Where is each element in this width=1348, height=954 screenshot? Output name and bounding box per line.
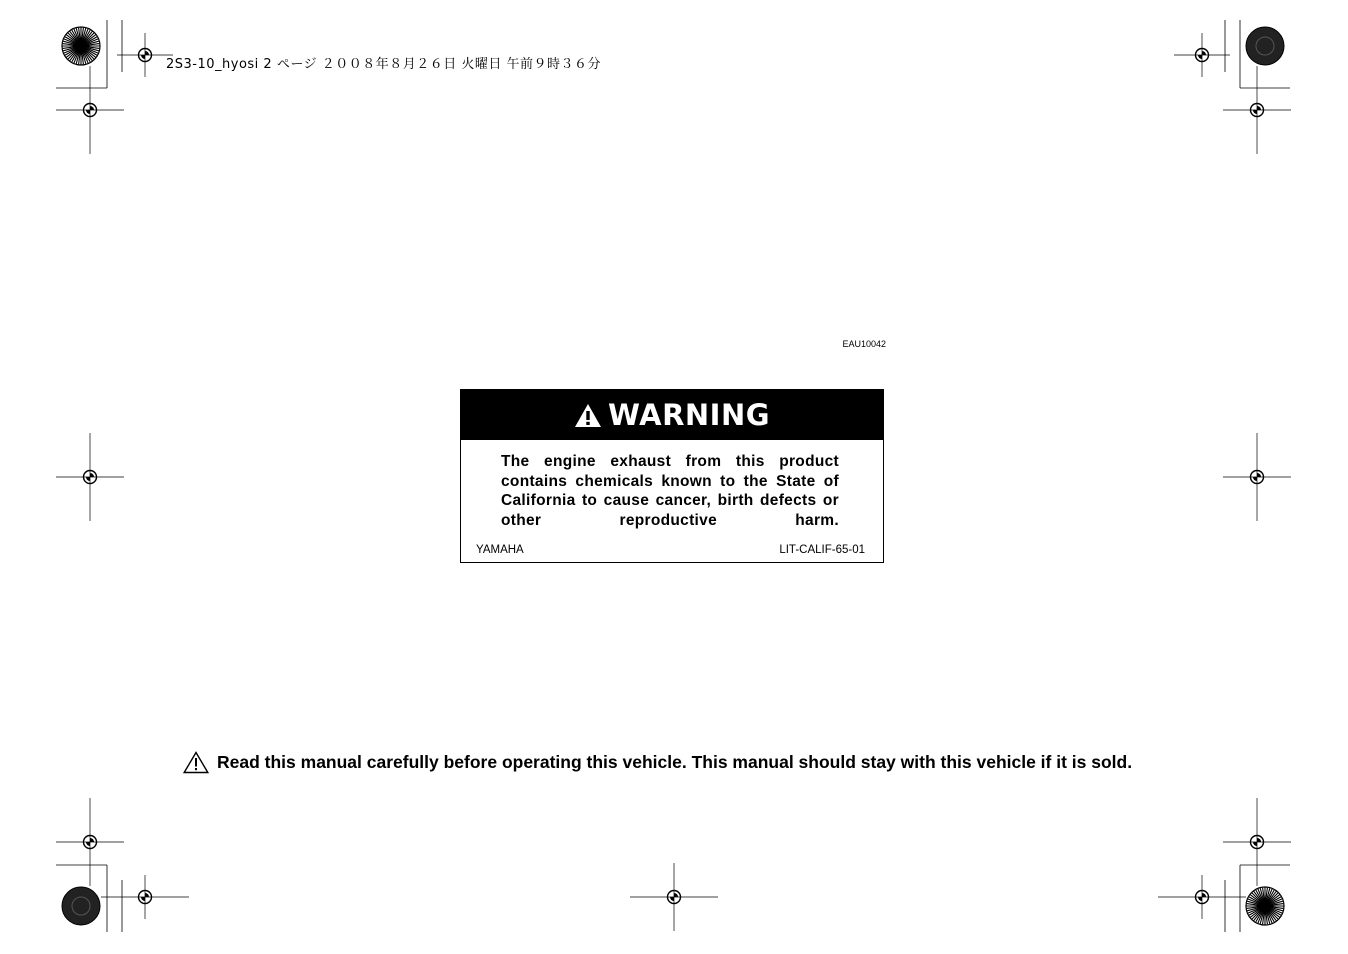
warning-header <box>461 390 883 440</box>
registration-quadrant <box>1253 110 1257 114</box>
registration-quadrant <box>90 838 94 842</box>
registration-quadrant <box>1257 106 1261 110</box>
warning-body-text: The engine exhaust from this product contains chemicals known to the State of California to cause cancer, birth defects or other reproductive harm. <box>501 453 839 529</box>
registration-quadrant <box>141 55 145 59</box>
print-file-stamp: 2S3-10_hyosi 2 ページ ２００８年８月２６日 火曜日 午前９時３６分 <box>166 57 601 72</box>
registration-quadrant <box>90 473 94 477</box>
registration-quadrant <box>674 893 678 897</box>
registration-quadrant <box>90 106 94 110</box>
part-number: LIT-CALIF-65-01 <box>779 544 865 556</box>
print-disc-icon <box>62 887 100 925</box>
registration-quadrant <box>1202 893 1206 897</box>
warning-title: WARNING <box>607 398 771 432</box>
registration-quadrant <box>1198 897 1202 901</box>
registration-quadrant <box>86 110 90 114</box>
warning-label <box>460 389 884 563</box>
registration-quadrant <box>1198 55 1202 59</box>
print-disc-icon <box>1246 27 1284 65</box>
manual-notice <box>183 751 1132 774</box>
warning-footer <box>476 544 865 556</box>
registration-quadrant <box>86 842 90 846</box>
registration-quadrant <box>141 897 145 901</box>
registration-quadrant <box>86 477 90 481</box>
registration-quadrant <box>1253 842 1257 846</box>
registration-quadrant <box>1202 51 1206 55</box>
notice-text: Read this manual carefully before operating this vehicle. This manual should stay with this vehicle if it is sold. <box>217 752 1133 772</box>
registration-quadrant <box>1253 477 1257 481</box>
caution-triangle-icon <box>183 751 209 774</box>
registration-quadrant <box>1257 838 1261 842</box>
warning-triangle-icon <box>574 403 602 428</box>
brand-name: YAMAHA <box>476 544 524 556</box>
document-code: EAU10042 <box>842 339 886 349</box>
registration-quadrant <box>145 51 149 55</box>
registration-quadrant <box>145 893 149 897</box>
registration-quadrant <box>670 897 674 901</box>
registration-quadrant <box>1257 473 1261 477</box>
